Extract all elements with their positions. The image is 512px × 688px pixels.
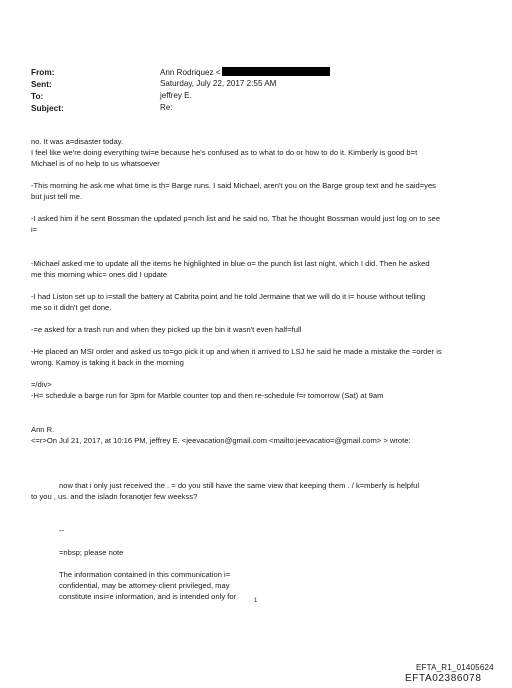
- confidential-line: The information contained in this communication i=: [59, 570, 231, 579]
- sent-value: Saturday, July 22, 2017 2:55 AM: [160, 79, 277, 88]
- bates-stamp-1: EFTA_R1_01405624: [416, 663, 494, 672]
- body-line: wrong. Kamoy is taking it back in the morning: [31, 358, 184, 367]
- body-line: -H= schedule a barge run for 3pm for Marble counter top and then re-schedule f=r tomorrow (Sat) at 9am: [31, 391, 384, 400]
- redaction-bar: [222, 67, 330, 76]
- bates-stamp-2: EFTA02386078: [405, 673, 482, 684]
- from-name: Ann Rodriquez <: [160, 68, 221, 77]
- body-line: -This morning he ask me what time is th= Barge runs. I said Michael, aren't you on the Barge group text and he said=yes: [31, 181, 436, 190]
- from-label: From:: [31, 67, 55, 77]
- to-label: To:: [31, 91, 44, 101]
- sent-label: Sent:: [31, 79, 52, 89]
- to-value: jeffrey E.: [160, 91, 192, 100]
- subject-value: Re:: [160, 103, 173, 112]
- quoted-dash: --: [59, 526, 65, 535]
- body-line: i=: [31, 225, 38, 234]
- from-value: [160, 67, 330, 78]
- confidential-line: constitute insi=e information, and is intended only for: [59, 592, 237, 601]
- signature: Ann R.: [31, 425, 55, 434]
- quote-header: <=r>On Jul 21, 2017, at 10:16 PM, jeffrey E. <jeevacation@gmail.com <mailto:jeevacatio=@gmail.com> > wrote:: [31, 436, 411, 445]
- body-line: -Michael asked me to update all the items he highlighted in blue o= the punch list last night, which I did. Then he asked: [31, 259, 430, 268]
- page-number: 1: [254, 598, 258, 604]
- body-line: I feel like we're doing everything twi=e because he's confused as to what to do or how to do it. Kimberly is good b=t: [31, 148, 418, 157]
- quoted-line: now that i only just received the . = do you still have the same view that keeping them . / k=mberly is helpful: [59, 481, 420, 490]
- body-line: -I asked him if he sent Bossman the updated p=nch list and he said no. That he thought Bossman would just log on to see: [31, 214, 441, 223]
- body-line: no. It was a=disaster today.: [31, 137, 124, 146]
- body-line: me this morning whic= ones did I update: [31, 270, 168, 279]
- quoted-line: to you , us. and the isladn foranotjer few weekss?: [31, 492, 198, 501]
- body-line: -I had Liston set up to i=stall the battery at Cabrita point and he told Jermaine that we will do it i= house without telling: [31, 292, 426, 301]
- body-line: -=e asked for a trash run and when they picked up the bin it wasn't even half=full: [31, 325, 302, 334]
- body-line: but just tell me.: [31, 192, 83, 201]
- confidential-line: confidential, may be attorney-client privileged, may: [59, 581, 230, 590]
- body-line: me so it didn't get done.: [31, 303, 112, 312]
- body-line: Michael is of no help to us whatsoever: [31, 159, 160, 168]
- body-line: -He placed an MSI order and asked us to=go pick it up and when it arrived to LSJ he said he made a mistake the =order is: [31, 347, 442, 356]
- subject-label: Subject:: [31, 103, 64, 113]
- quoted-line: =nbsp; please note: [59, 548, 124, 557]
- body-line: =/div>: [31, 380, 52, 389]
